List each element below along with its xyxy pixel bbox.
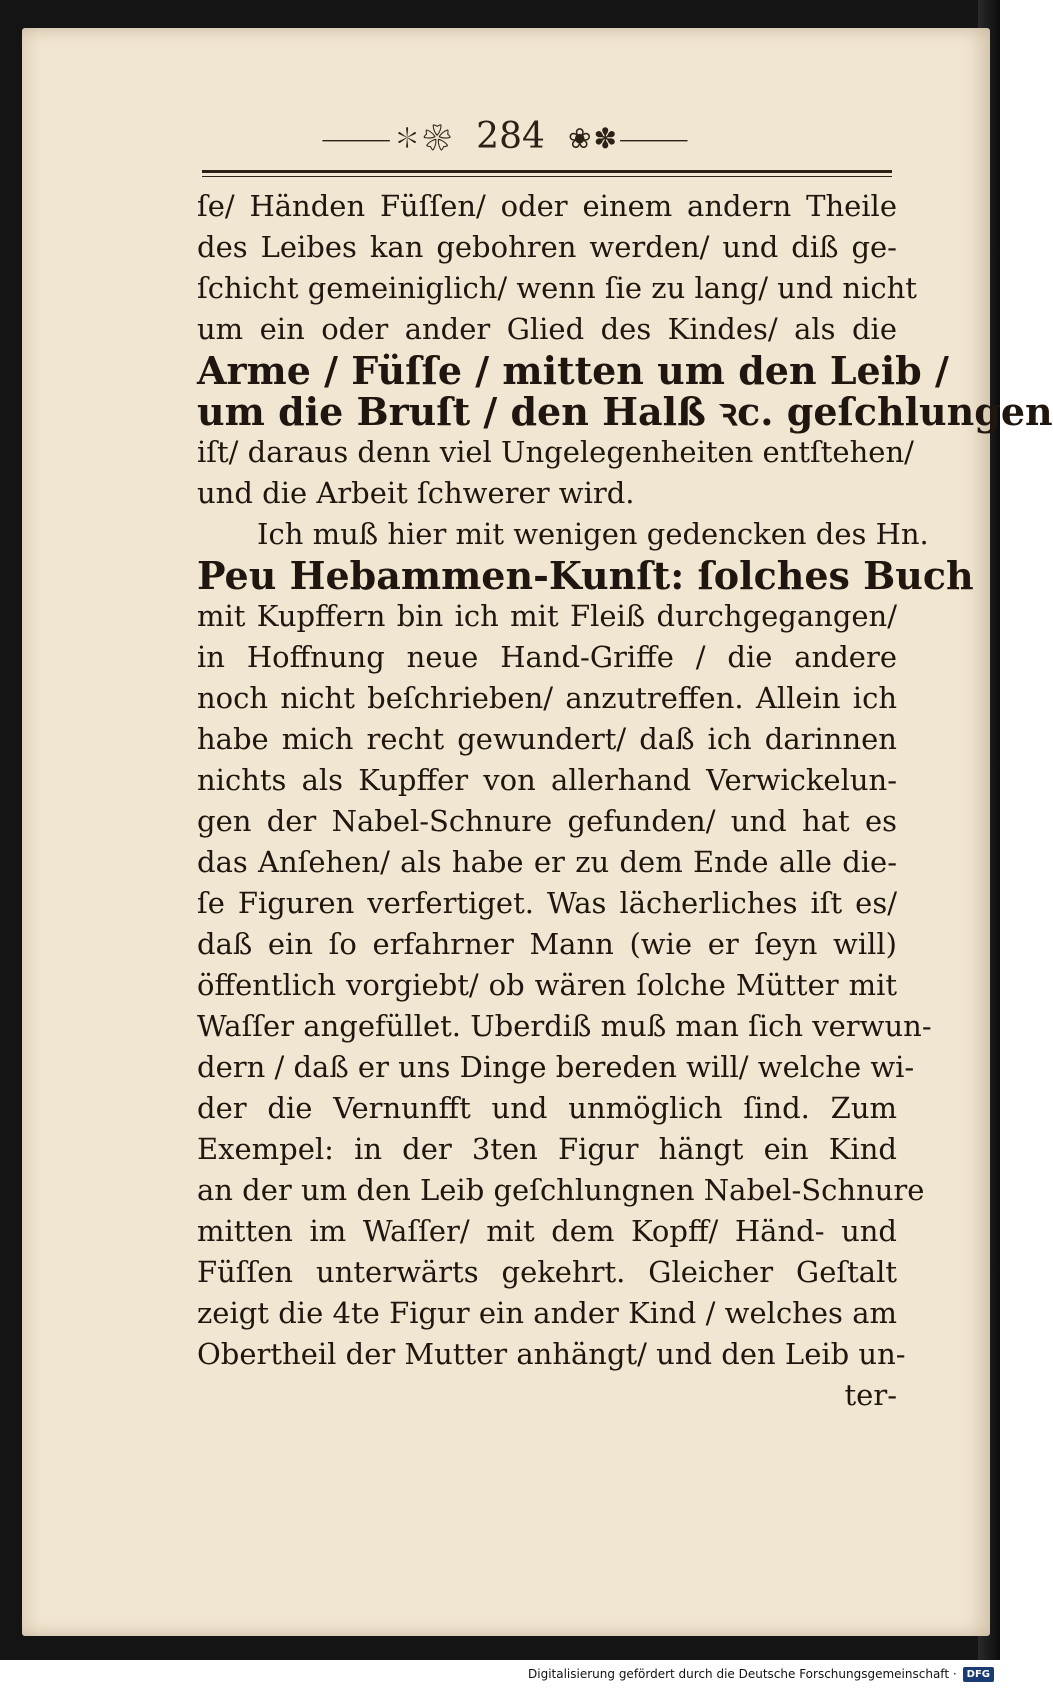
text-line-emphasis: um die Bruſt / den Halß ꝛc. geſchlungen: [197, 389, 1053, 434]
text-line: Exempel: in der 3ten Figur hängt ein Kind: [197, 1132, 897, 1166]
text-line-emphasis: Arme / Füſſe / mitten um den Leib /: [197, 348, 949, 393]
text-line: in Hoffnung neue Hand-Griffe / die andere: [197, 640, 897, 674]
text-line: um ein oder ander Glied des Kindes/ als die: [197, 312, 897, 346]
text-line: mit Kupffern bin ich mit Fleiß durchgegangen/: [197, 599, 897, 633]
text-line: zeigt die 4te Figur ein ander Kind / welches am: [197, 1296, 897, 1330]
page-body: [197, 186, 1053, 1416]
credit-text: Digitalisierung gefördert durch die Deutsche Forschungsgemeinschaft ·: [528, 1667, 957, 1681]
text-line: öffentlich vorgiebt/ ob wären ſolche Mütter mit: [197, 968, 897, 1002]
text-line: Füſſen unterwärts gekehrt. Gleicher Geſtalt: [197, 1255, 897, 1289]
text-line: noch nicht beſchrieben/ anzutreffen. Allein ich: [197, 681, 897, 715]
text-line: Obertheil der Mutter anhängt/ und den Leib un-: [197, 1337, 906, 1371]
text-line: das Anſehen/ als habe er zu dem Ende alle die-: [197, 845, 897, 879]
text-line: ſe Figuren verfertiget. Was lächerliches iſt es/: [197, 886, 897, 920]
text-line: ſchicht gemeiniglich/ wenn ſie zu lang/ und nicht: [197, 271, 917, 305]
dfg-logo-icon: DFG: [963, 1667, 994, 1682]
ornament-right: ❀✽⸻: [567, 121, 691, 155]
text-line: Waſſer angefüllet. Uberdiß muß man ſich verwun-: [197, 1009, 932, 1043]
page-number: 284: [476, 116, 545, 157]
page-header: [22, 116, 990, 166]
ornament-left: ⸻✽❀: [321, 121, 454, 155]
catchword: ter-: [844, 1378, 897, 1412]
text-line: habe mich recht gewundert/ daß ich darinnen: [197, 722, 897, 756]
text-line: gen der Nabel-Schnure gefunden/ und hat es: [197, 804, 897, 838]
text-line: dern / daß er uns Dinge bereden will/ welche wi-: [197, 1050, 915, 1084]
text-line: und die Arbeit ſchwerer wird.: [197, 476, 635, 510]
text-line: der die Vernunfft und unmöglich ſind. Zum: [197, 1091, 897, 1125]
text-line: iſt/ daraus denn viel Ungelegenheiten entſtehen/: [197, 435, 914, 469]
text-line-emphasis: Peu Hebammen-Kunſt: ſolches Buch: [197, 553, 974, 598]
paragraph-start-line: Ich muß hier mit wenigen gedencken des Hn.: [257, 517, 929, 551]
text-line: mitten im Waſſer/ mit dem Kopff/ Händ- und: [197, 1214, 897, 1248]
text-line: an der um den Leib geſchlungnen Nabel-Schnure: [197, 1173, 925, 1207]
digitization-credit: [528, 1664, 994, 1684]
text-line: des Leibes kan gebohren werden/ und diß ge-: [197, 230, 897, 264]
text-line: nichts als Kupffer von allerhand Verwickelun-: [197, 763, 897, 797]
text-line: ſe/ Händen Füſſen/ oder einem andern Theile: [197, 189, 897, 223]
text-line: daß ein ſo erfahrner Mann (wie er ſeyn will): [197, 927, 897, 961]
header-rule: [202, 170, 892, 173]
book-page: [22, 28, 1053, 1636]
header-rule-thin: [202, 176, 892, 177]
